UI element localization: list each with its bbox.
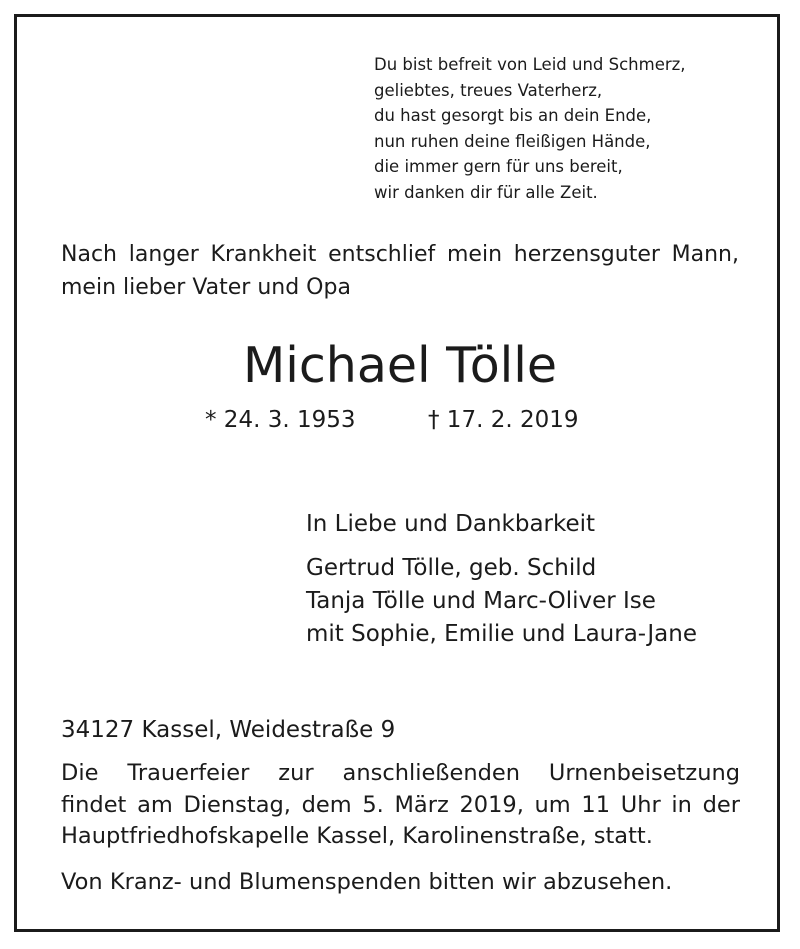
family-signature	[306, 508, 697, 651]
poem	[374, 52, 764, 205]
flowers-note: Von Kranz- und Blumenspenden bitten wir abzusehen.	[61, 869, 673, 895]
poem-line: nun ruhen deine fleißigen Hände,	[374, 131, 651, 151]
intro-text: Nach langer Krankheit entschlief mein herzensguter Mann, mein lieber Vater und Opa	[61, 242, 739, 300]
poem-line: Du bist befreit von Leid und Schmerz,	[374, 55, 686, 74]
family-greeting: In Liebe und Dankbarkeit	[306, 511, 596, 537]
ceremony-line: Die Trauerfeier zur anschließenden Urnenbeisetzung	[61, 760, 740, 786]
ceremony-line: Hauptfriedhofskapelle Kassel, Karolinenstraße, statt.	[61, 823, 653, 849]
poem-line: geliebtes, treues Vaterherz,	[374, 80, 603, 100]
deceased-name: Michael Tölle	[242, 337, 558, 394]
birth-date: * 24. 3. 1953	[205, 407, 356, 433]
ceremony-line: findet am Dienstag, dem 5. März 2019, um 11 Uhr in der	[61, 791, 740, 818]
poem-line: wir danken dir für alle Zeit.	[374, 182, 598, 202]
family-member: mit Sophie, Emilie und Laura-Jane	[306, 621, 697, 647]
poem-line: die immer gern für uns bereit,	[374, 157, 623, 176]
poem-line: du hast gesorgt bis an dein Ende,	[374, 106, 652, 125]
address: 34127 Kassel, Weidestraße 9	[61, 717, 396, 743]
ceremony-info	[61, 758, 740, 853]
family-member: Tanja Tölle und Marc-Oliver Ise	[306, 588, 656, 614]
family-member: Gertrud Tölle, geb. Schild	[306, 555, 597, 581]
death-date: † 17. 2. 2019	[428, 407, 579, 433]
